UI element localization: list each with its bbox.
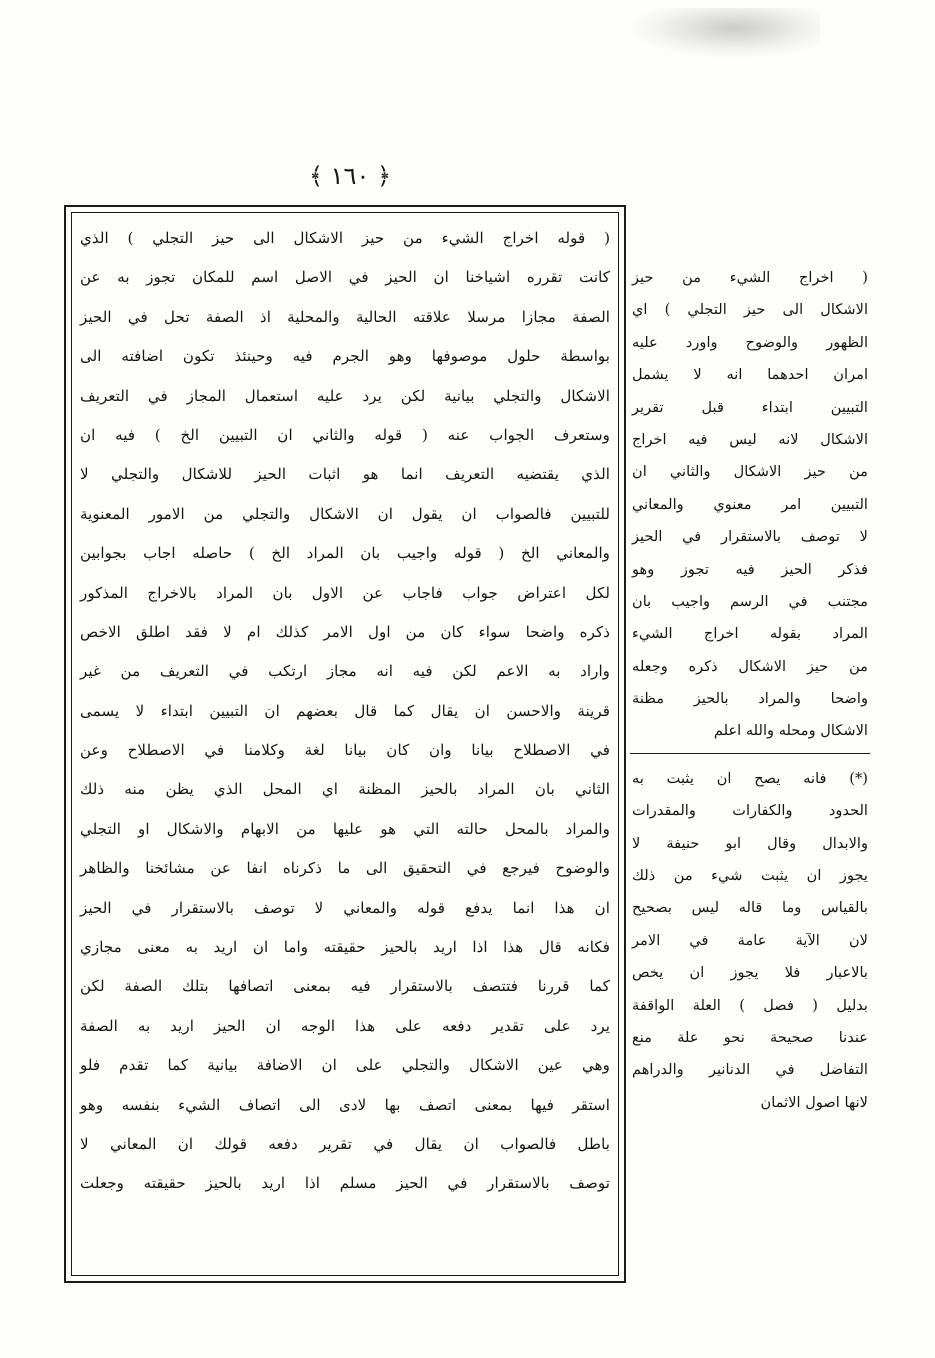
text-line: الظهور والوضوح واورد عليه xyxy=(632,333,868,351)
text-line: بواسطة حلول موصوفها وهو الجرم فيه وحينئذ تكون اضافته الى xyxy=(80,347,610,366)
margin-text-upper xyxy=(630,262,870,748)
text-line: (*) فانه يصح ان يثبت به xyxy=(632,769,868,787)
text-line: الاشكال ومحله والله اعلم xyxy=(713,722,868,740)
text-line: يجوز ان يثبت شيء من ذلك xyxy=(632,867,868,885)
margin-column xyxy=(630,262,870,1119)
text-line: فذكر الحيز فيه تجوز وهو xyxy=(632,560,868,578)
text-line: الصفة مجازا مرسلا علاقته الحالية والمحلية اذ الصفة تحل في الحيز xyxy=(80,307,610,326)
margin-divider xyxy=(630,753,870,754)
text-line: لا توصف بالاستقرار في الحيز xyxy=(632,528,868,546)
main-commentary-text xyxy=(76,219,614,1204)
text-line: والابدال وقال ابو حنيفة لا xyxy=(632,834,868,852)
text-line: الثاني بان المراد بالحيز المظنة اي المحل الذي يظن منه ذلك xyxy=(80,780,610,799)
text-line: ذكره واضحا سواء كان من اول الامر كذلك ام لا فقد اطلق الاخص xyxy=(80,622,610,641)
paper-stain xyxy=(630,8,820,58)
text-line: من حيز الاشكال ذكره وجعله xyxy=(632,657,868,675)
text-line: للتبيين فالصواب ان يقول ان الاشكال والتجلي من الامور المعنوية xyxy=(80,504,610,523)
text-line: التفاضل في الدنانير والدراهم xyxy=(632,1061,868,1079)
text-line: والمعاني الخ ( قوله واجيب بان المراد الخ ) حاصله اجاب بجوابين xyxy=(80,544,610,563)
text-line: عندنا صحيحة نحو علة منع xyxy=(632,1028,868,1046)
text-line: يرد على تقدير دفعه على هذا الوجه ان الحيز اريد به الصفة xyxy=(80,1016,610,1035)
text-line: ان هذا انما يدفع قوله والمعاني لا توصف بالاستقرار في الحيز xyxy=(80,898,610,917)
text-line: باطل فالصواب ان يقال في تقرير دفعه قولك ان المعاني لا xyxy=(80,1134,610,1153)
text-line: من حيز الاشكال والثاني ان xyxy=(632,463,868,481)
text-line: مجتنب في الرسم واجيب بان xyxy=(632,592,868,610)
text-line: بدليل ( فصل ) العلة الواقفة xyxy=(632,996,868,1014)
text-line: لانها اصول الاثمان xyxy=(760,1093,868,1111)
text-line: الاشكال والتجلي بيانية لكن يرد عليه استعمال المجاز في التعريف xyxy=(80,386,610,405)
text-line: والمراد بالمحل حالته التي هو عليها من الابهام والاشكال او التجلي xyxy=(80,819,610,838)
page-number: ﴿ ١٦٠ ﴾ xyxy=(308,162,392,190)
text-line: الاشكال لانه ليس فيه اخراج xyxy=(632,430,868,448)
text-line: التبيين ابتداء قبل تقرير xyxy=(632,398,868,416)
text-line: واضحا والمراد بالحيز مظنة xyxy=(632,690,868,708)
text-line: كانت تقرره اشياخنا ان الحيز في الاصل اسم للمكان تجوز به عن xyxy=(80,268,610,287)
text-line: الذي يقتضيه التعريف انما هو اثبات الحيز للاشكال والتجلي لا xyxy=(80,465,610,484)
text-line: المراد بقوله اخراج الشيء xyxy=(632,625,868,643)
text-line: الاشكال الى حيز التجلي ) اي xyxy=(632,301,868,319)
text-line: وستعرف الجواب عنه ( قوله والثاني ان التبيين الخ ) فيه ان xyxy=(80,425,610,444)
text-line: ( اخراج الشيء من حيز xyxy=(632,269,868,286)
text-line: امران احدهما انه لا يشمل xyxy=(632,366,868,384)
text-line: استقر فيها بمعنى اتصف بها لادى الى اتصاف الشيء بنفسه وهو xyxy=(80,1095,610,1114)
text-line: كما قررنا فتتصف بالاستقرار فيه بمعنى اتصافها بتلك الصفة لكن xyxy=(80,977,610,996)
text-line: توصف بالاستقرار في الحيز مسلم اذا اريد بالحيز حقيقته وجعلت xyxy=(80,1174,610,1193)
text-line: فكانه قال هذا اذا اريد بالحيز حقيقته واما ان اريد به معنى مجازي xyxy=(80,938,610,957)
main-text-frame xyxy=(64,205,626,1283)
text-line: لان الآية عامة في الامر xyxy=(632,931,868,949)
text-line: واراد به الاعم لكن فيه انه مجاز ارتكب في التعريف من غير xyxy=(80,662,610,681)
margin-text-lower xyxy=(630,763,870,1119)
text-line: الحدود والكفارات والمقدرات xyxy=(632,802,868,820)
text-line: قرينة والاحسن ان يقال كما قال بعضهم ان التبيين ابتداء لا يسمى xyxy=(80,701,610,720)
text-line: ( قوله اخراج الشيء من حيز الاشكال الى حيز التجلي ) الذي xyxy=(80,229,610,247)
text-line: في الاصطلاح بيانا وان كان بيانا لغة وكلامنا في الاصطلاح وعن xyxy=(80,741,610,760)
text-line: لكل اعتراض جواب فاجاب عن الاول بان المراد بالاخراج المذكور xyxy=(80,583,610,602)
text-line: وهي عين الاشكال والتجلي على ان الاضافة بيانية كما تقدم فلو xyxy=(80,1056,610,1075)
text-line: بالقياس وما قاله ليس بصحيح xyxy=(632,899,868,917)
text-line: والوضوح فيرجع في التحقيق الى ما ذكرناه انفا عن مشائخنا والظاهر xyxy=(80,859,610,878)
text-line: التبيين امر معنوي والمعاني xyxy=(632,495,868,513)
text-line: بالاعبار فلا يجوز ان يخص xyxy=(632,964,868,982)
